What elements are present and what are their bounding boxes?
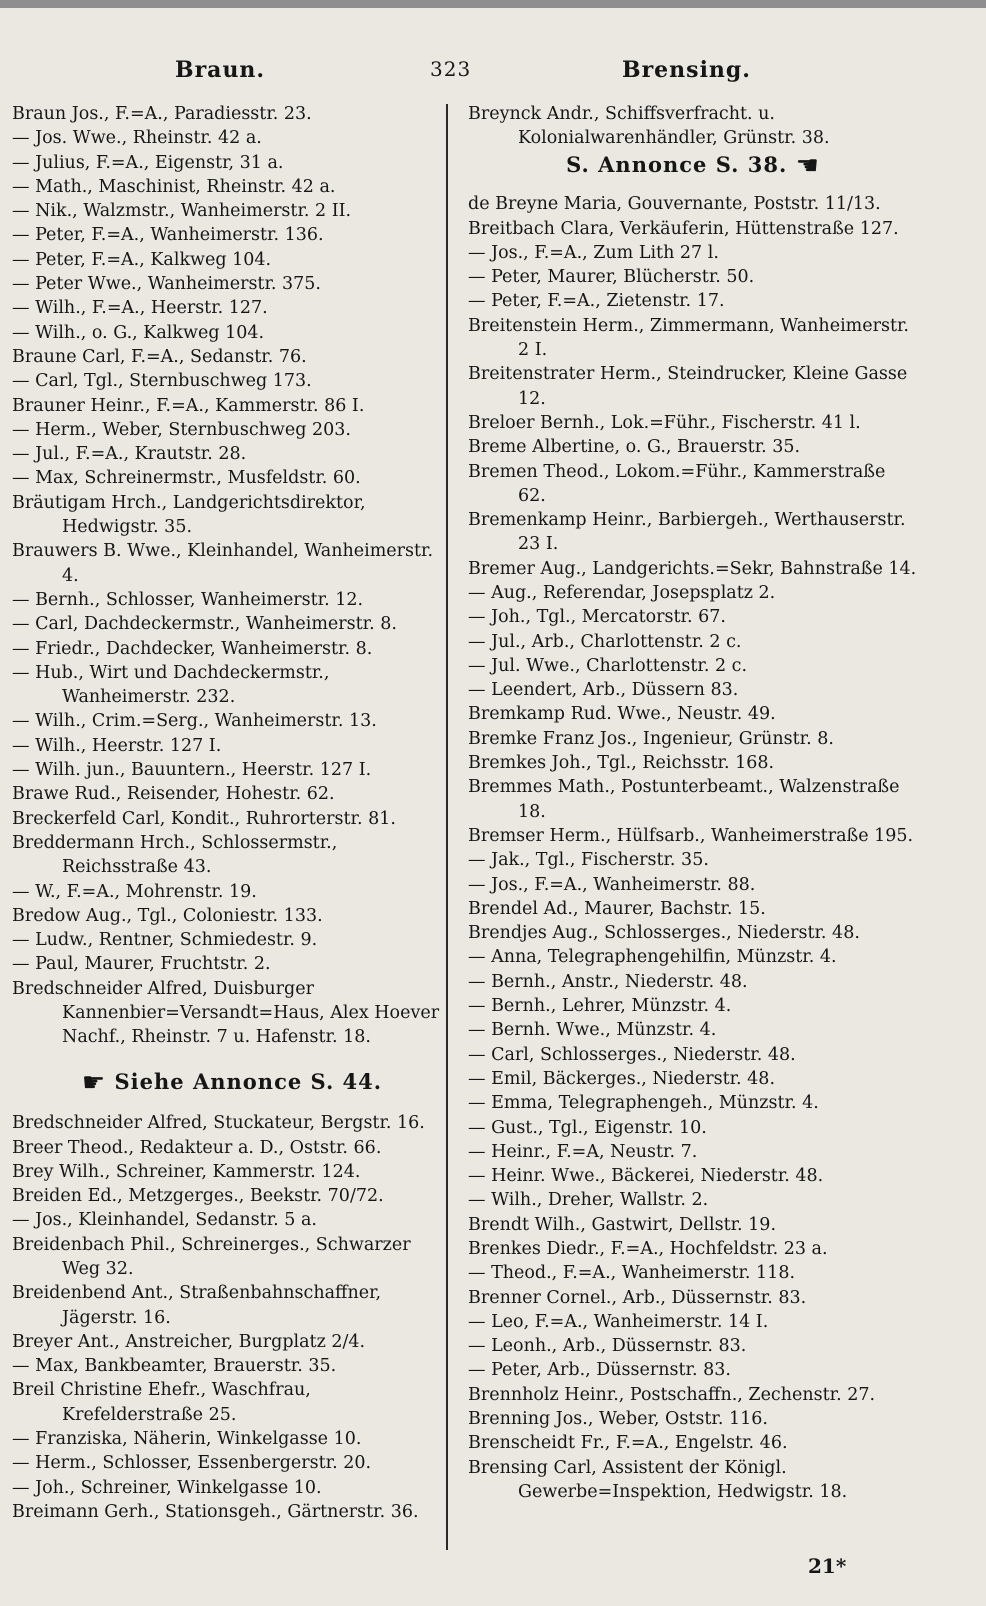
directory-entry: — Wilh., F.=A., Heerstr. 127. (12, 298, 268, 319)
directory-entry: Bredschneider Alfred, Duisburger Kannenbier=Versandt=Haus, Alex Hoever Nachf., Rheinstr. 7 u. Hafenstr. 18. (12, 978, 440, 1048)
directory-entry: Brauwers B. Wwe., Kleinhandel, Wanheimerstr. 4. (12, 541, 434, 586)
left-annonce (12, 1067, 452, 1098)
directory-entry: — Peter, F.=A., Kalkweg 104. (12, 249, 272, 270)
directory-entry: de Breyne Maria, Gouvernante, Poststr. 11/13. (468, 194, 881, 215)
right-annonce-text: S. Annonce S. 38. (566, 151, 788, 177)
directory-entry: — Leendert, Arb., Düssern 83. (468, 680, 739, 701)
directory-entry: — Heinr., F.=A, Neustr. 7. (468, 1141, 698, 1162)
directory-entry: — Friedr., Dachdecker, Wanheimerstr. 8. (12, 638, 373, 659)
directory-entry: Breckerfeld Carl, Kondit., Ruhrorterstr. 81. (12, 808, 396, 829)
directory-entry: — Heinr. Wwe., Bäckerei, Niederstr. 48. (468, 1166, 824, 1187)
directory-entry: — Jul., Arb., Charlottenstr. 2 c. (468, 631, 742, 652)
directory-entry: Bremenkamp Heinr., Barbiergeh., Werthauserstr. 23 I. (468, 510, 906, 555)
directory-entry: — Nik., Walzmstr., Wanheimerstr. 2 II. (12, 201, 352, 222)
directory-entry: — Wilh., Heerstr. 127 I. (12, 735, 222, 756)
directory-entry: — Jos. Wwe., Rheinstr. 42 a. (12, 128, 262, 149)
right-column (468, 102, 918, 1504)
directory-entry: — Joh., Tgl., Mercatorstr. 67. (468, 607, 726, 628)
directory-entry: — Joh., Schreiner, Winkelgasse 10. (12, 1477, 322, 1498)
directory-entry: Bremser Herm., Hülfsarb., Wanheimerstraße 195. (468, 825, 914, 846)
left-annonce-text: Siehe Annonce S. 44. (114, 1068, 383, 1094)
directory-entry: — Bernh. Wwe., Münzstr. 4. (468, 1020, 717, 1041)
directory-entry: — Ludw., Rentner, Schmiedestr. 9. (12, 930, 318, 951)
directory-entry: — Jos., F.=A., Wanheimerstr. 88. (468, 874, 756, 895)
directory-entry: Breiden Ed., Metzgerges., Beekstr. 70/72. (12, 1186, 384, 1207)
directory-entry: Breynck Andr., Schiffsverfracht. u. Kolonialwarenhändler, Grünstr. 38. (468, 104, 830, 149)
directory-entry: Bremen Theod., Lokom.=Führ., Kammerstraße 62. (468, 461, 886, 506)
directory-entry: Bremkamp Rud. Wwe., Neustr. 49. (468, 704, 776, 725)
directory-entry: — Jak., Tgl., Fischerstr. 35. (468, 850, 709, 871)
directory-entry: Brenner Cornel., Arb., Düssernstr. 83. (468, 1287, 807, 1308)
directory-entry: Bremmes Math., Postunterbeamt., Walzenstraße 18. (468, 777, 900, 822)
directory-entry: — Emma, Telegraphengeh., Münzstr. 4. (468, 1093, 819, 1114)
directory-entry: Breitbach Clara, Verkäuferin, Hüttenstraße 127. (468, 218, 899, 239)
pointing-hand-icon: ☚ (795, 150, 820, 181)
right-annonce (468, 150, 918, 181)
directory-entry: — Julius, F.=A., Eigenstr, 31 a. (12, 152, 284, 173)
directory-entry: — Jos., Kleinhandel, Sedanstr. 5 a. (12, 1210, 317, 1231)
directory-entry: Brendt Wilh., Gastwirt, Dellstr. 19. (468, 1214, 777, 1235)
directory-entry: — Peter, Arb., Düssernstr. 83. (468, 1360, 731, 1381)
directory-entry: — Leo, F.=A., Wanheimerstr. 14 I. (468, 1311, 769, 1332)
directory-entry: — Wilh., Dreher, Wallstr. 2. (468, 1190, 709, 1211)
directory-entry: — Max, Schreinermstr., Musfeldstr. 60. (12, 468, 361, 489)
directory-entry: — Bernh., Schlosser, Wanheimerstr. 12. (12, 589, 364, 610)
directory-entry: — Jos., F.=A., Zum Lith 27 l. (468, 242, 719, 263)
header-right-name: Brensing. (622, 57, 751, 83)
directory-entry: — Max, Bankbeamter, Brauerstr. 35. (12, 1356, 337, 1377)
directory-entry: — W., F.=A., Mohrenstr. 19. (12, 881, 257, 902)
sheet-signature: 21* (808, 1554, 847, 1578)
left-entries-a (12, 102, 452, 1050)
directory-entry: — Carl, Dachdeckermstr., Wanheimerstr. 8. (12, 614, 397, 635)
directory-entry: Breitenstrater Herm., Steindrucker, Kleine Gasse 12. (468, 364, 908, 409)
directory-entry: — Leonh., Arb., Düssernstr. 83. (468, 1336, 747, 1357)
directory-entry: Brawe Rud., Reisender, Hohestr. 62. (12, 784, 335, 805)
directory-entry: Breyer Ant., Anstreicher, Burgplatz 2/4. (12, 1331, 366, 1352)
directory-entry: Bredow Aug., Tgl., Coloniestr. 133. (12, 905, 323, 926)
directory-entry: — Bernh., Anstr., Niederstr. 48. (468, 971, 748, 992)
directory-entry: — Bernh., Lehrer, Münzstr. 4. (468, 996, 732, 1017)
directory-entry: Breidenbach Phil., Schreinerges., Schwarzer Weg 32. (12, 1234, 411, 1279)
directory-entry: Brennholz Heinr., Postschaffn., Zechenstr. 27. (468, 1384, 876, 1405)
page-number: 323 (430, 57, 472, 81)
directory-entry: — Wilh., Crim.=Serg., Wanheimerstr. 13. (12, 711, 377, 732)
directory-entry: Breitenstein Herm., Zimmermann, Wanheimerstr. 2 I. (468, 315, 909, 361)
directory-entry: — Carl, Schlosserges., Niederstr. 48. (468, 1044, 796, 1065)
directory-entry: — Wilh., o. G., Kalkweg 104. (12, 322, 265, 343)
directory-entry: Brendel Ad., Maurer, Bachstr. 15. (468, 898, 766, 919)
directory-entry: — Herm., Weber, Sternbuschweg 203. (12, 419, 351, 440)
directory-entry: Brenkes Diedr., F.=A., Hochfeldstr. 23 a. (468, 1239, 828, 1259)
directory-entry: Bredschneider Alfred, Stuckateur, Bergstr. 16. (12, 1113, 425, 1134)
directory-entry: Bremer Aug., Landgerichts.=Sekr, Bahnstraße 14. (468, 558, 917, 579)
directory-entry: Breer Theod., Redakteur a. D., Oststr. 66. (12, 1137, 382, 1158)
directory-entry: Braune Carl, F.=A., Sedanstr. 76. (12, 346, 307, 367)
directory-entry: Brendjes Aug., Schlosserges., Niederstr. 48. (468, 923, 860, 944)
directory-entry: Breidenbend Ant., Straßenbahnschaffner, Jägerstr. 16. (12, 1283, 382, 1328)
directory-entry: Breme Albertine, o. G., Brauerstr. 35. (468, 437, 801, 458)
directory-entry: — Emil, Bäckerges., Niederstr. 48. (468, 1068, 776, 1089)
directory-entry: Breimann Gerh., Stationsgeh., Gärtnerstr. 36. (12, 1501, 419, 1522)
directory-entry: Bräutigam Hrch., Landgerichtsdirektor, Hedwigstr. 35. (12, 492, 366, 538)
directory-entry: — Peter, Maurer, Blücherstr. 50. (468, 267, 755, 288)
directory-entry: Braun Jos., F.=A., Paradiesstr. 23. (12, 104, 312, 124)
directory-entry: Bremke Franz Jos., Ingenieur, Grünstr. 8. (468, 728, 834, 749)
directory-entry: Brey Wilh., Schreiner, Kammerstr. 124. (12, 1161, 361, 1182)
right-entries-a (468, 102, 918, 151)
directory-entry: — Aug., Referendar, Josepsplatz 2. (468, 582, 776, 603)
directory-entry: Breil Christine Ehefr., Waschfrau, Krefelderstraße 25. (12, 1380, 311, 1425)
directory-entry: — Carl, Tgl., Sternbuschweg 173. (12, 371, 312, 392)
directory-entry: Brenning Jos., Weber, Oststr. 116. (468, 1409, 768, 1430)
directory-entry: — Jul. Wwe., Charlottenstr. 2 c. (468, 655, 748, 676)
directory-entry: — Peter Wwe., Wanheimerstr. 375. (12, 274, 321, 295)
directory-entry: Brauner Heinr., F.=A., Kammerstr. 86 I. (12, 395, 365, 416)
directory-entry: Bremkes Joh., Tgl., Reichsstr. 168. (468, 753, 775, 774)
directory-entry: — Peter, F.=A., Wanheimerstr. 136. (12, 225, 324, 246)
directory-entry: Brensing Carl, Assistent der Königl. Gewerbe=Inspektion, Hedwigstr. 18. (468, 1457, 848, 1502)
directory-entry: Brenscheidt Fr., F.=A., Engelstr. 46. (468, 1433, 788, 1454)
directory-entry: — Jul., F.=A., Krautstr. 28. (12, 444, 247, 465)
directory-entry: — Peter, F.=A., Zietenstr. 17. (468, 291, 725, 312)
directory-entry: Breloer Bernh., Lok.=Führ., Fischerstr. 41 l. (468, 412, 861, 433)
directory-entry: — Anna, Telegraphengehilfin, Münzstr. 4. (468, 947, 837, 968)
directory-entry: — Herm., Schlosser, Essenbergerstr. 20. (12, 1453, 372, 1474)
right-entries-b (468, 192, 918, 1504)
scan-edge (0, 0, 986, 8)
pointing-hand-icon: ☛ (81, 1067, 107, 1098)
directory-entry: — Hub., Wirt und Dachdeckermstr., Wanheimerstr. 232. (12, 662, 330, 708)
left-column (12, 102, 452, 1524)
directory-entry: — Gust., Tgl., Eigenstr. 10. (468, 1117, 707, 1138)
header-left-name: Braun. (175, 57, 266, 83)
directory-entry: — Math., Maschinist, Rheinstr. 42 a. (12, 176, 336, 197)
left-entries-b (12, 1111, 452, 1524)
directory-entry: — Theod., F.=A., Wanheimerstr. 118. (468, 1263, 796, 1284)
directory-entry: — Franziska, Näherin, Winkelgasse 10. (12, 1429, 362, 1450)
directory-entry: — Paul, Maurer, Fruchtstr. 2. (12, 954, 271, 975)
directory-entry: — Wilh. jun., Bauuntern., Heerstr. 127 I. (12, 760, 372, 781)
directory-entry: Breddermann Hrch., Schlossermstr., Reichsstraße 43. (12, 832, 338, 878)
